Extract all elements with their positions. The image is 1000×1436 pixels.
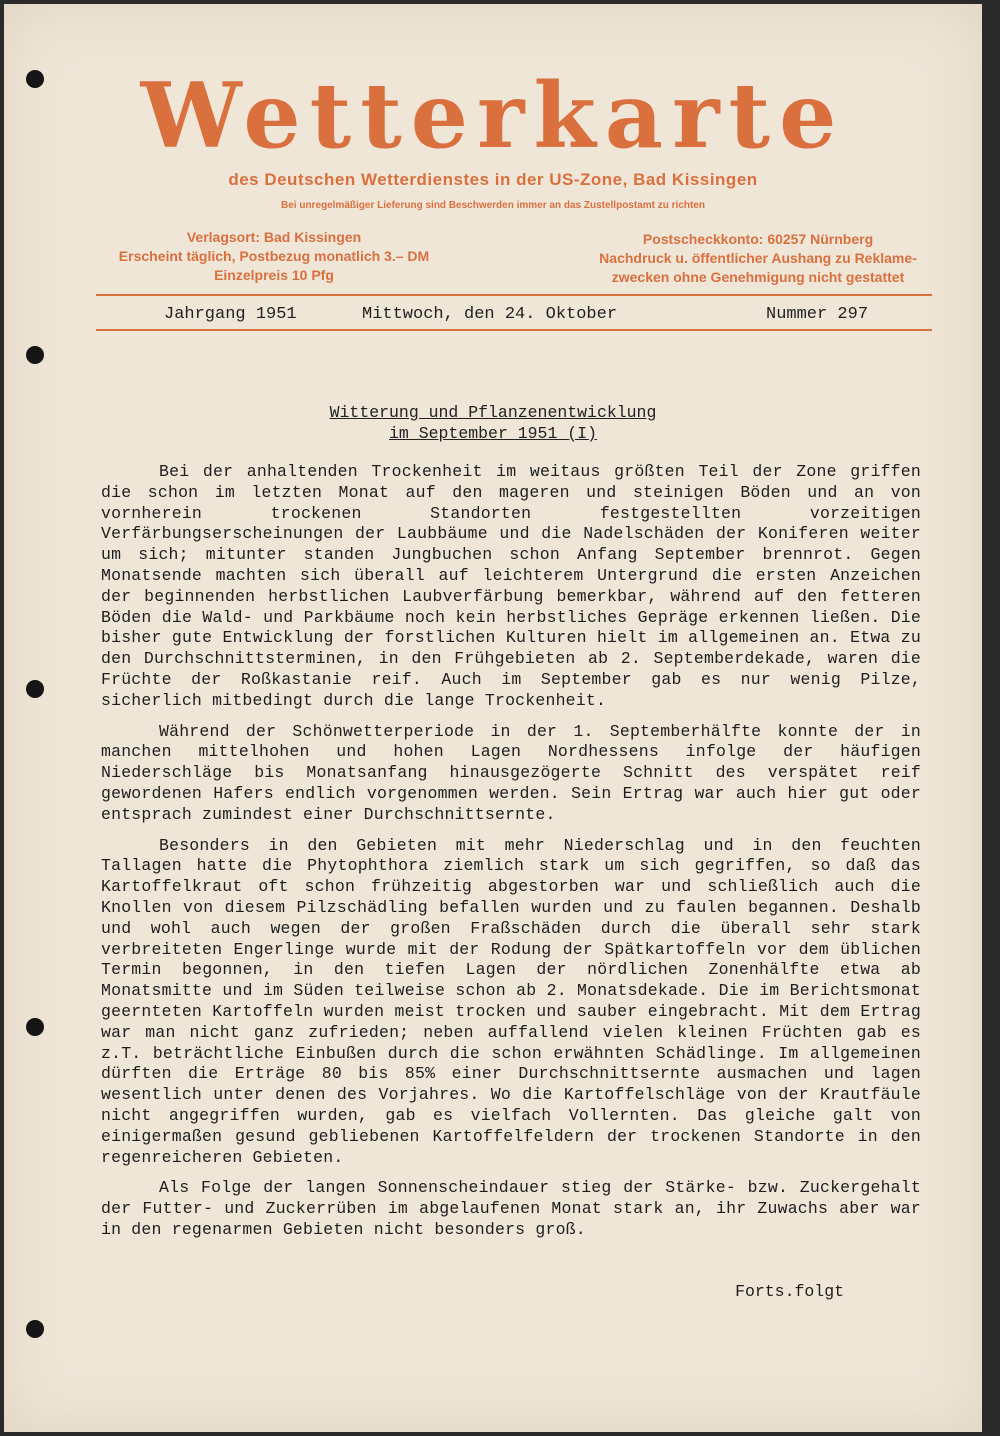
masthead-title: Wetterkarte [140, 63, 846, 169]
issue-line [96, 303, 932, 329]
newspaper-page [4, 4, 982, 1432]
delivery-notice: Bei unregelmäßiger Lieferung sind Beschwerden immer an das Zustellpostamt zu richten [281, 200, 705, 211]
header-rule-bottom [96, 329, 932, 331]
article-paragraph: Als Folge der langen Sonnenscheindauer stieg der Stärke- bzw. Zuckergehalt der Futter- und Zuckerrüben im abgelaufenen Monat stark an, ihr Zuwachs aber war in den regenarmen Gebieten nicht besonders groß. [101, 1178, 921, 1239]
issue-date: Mittwoch, den 24. Oktober [362, 305, 618, 324]
publisher-place: Verlagsort: Bad Kissingen [186, 229, 362, 245]
article-title-line-2: im September 1951 (I) [389, 424, 597, 443]
masthead-subtitle: des Deutschen Wetterdienstes in der US-Zone, Bad Kissingen [228, 170, 758, 189]
publisher-subscription: Erscheint täglich, Postbezug monatlich 3.– DM [118, 248, 430, 264]
article-paragraph: Bei der anhaltenden Trockenheit im weitaus größten Teil der Zone griffen die schon im letzten Monat auf den mageren und steinigen Böden und an von vornherein trockenen Standorten festgestellten vorzeitigen Verfärbungserscheinungen der Laubbäume und die Nadelschäden der Koniferen weiter um sich; mitunter standen Jungbuchen schon Anfang September brennrot. Gegen Monatsende machten sich überall auf leichterem Untergrund die ersten Anzeichen der beginnenden herbstlichen Laubverfärbung bemerkbar, während auf den fetteren Böden die Wald- und Parkbäume noch kein herbstliches Gepräge erkennen ließen. Die bisher gute Entwicklung der forstlichen Kulturen hielt im allgemeinen an. Etwa zu den Durchschnittsterminen, in den Frühgebieten ab 2. Septemberdekade, waren die Früchte der Roßkastanie reif. Auch im September gab es nur wenig Pilze, sicherlich mitbedingt durch die lange Trockenheit. [101, 462, 921, 710]
punch-hole [26, 1320, 44, 1338]
postal-account: Postscheckkonto: 60257 Nürnberg [642, 231, 874, 247]
reprint-notice-2: zwecken ohne Genehmigung nicht gestattet [611, 269, 905, 285]
article-title-line-1: Witterung und Pflanzenentwicklung [329, 403, 657, 422]
punch-hole [26, 346, 44, 364]
article-paragraph: Besonders in den Gebieten mit mehr Niederschlag und in den feuchten Tallagen hatte die Phytophthora ziemlich stark um sich gegriffen, so daß das Kartoffelkraut oft schon frühzeitig abgestorben war und schließlich auch die Knollen von diesem Pilzschädling befallen wurden und zu faulen begannen. Deshalb und wohl auch wegen der großen Fraßschäden durch die überall sehr stark verbreiteten Engerlinge wurde mit der Rodung der Spätkartoffeln vor dem üblichen Termin begonnen, in den tiefen Lagen der nördlichen Zonenhälfte etwa ab Monatsmitte und im Süden teilweise schon ab 2. Monatsdekade. Die im Berichtsmonat geernteten Kartoffeln wurden meist trocken und sauber eingebracht. Mit dem Ertrag war man nicht ganz zufrieden; neben auffallend vielen kleinen Früchten gab es z.T. beträchtliche Einbußen durch die schon erwähnten Schädlinge. Im allgemeinen dürften die Erträge 80 bis 85% einer Durchschnittsernte ausmachen und lagen wesentlich unter denen des Vorjahres. Wo die Kartoffelschläge von der Krautfäule nicht angegriffen wurden, gab es vielfach Vollernten. Das gleiche galt von einigermaßen gesund gebliebenen Kartoffelfeldern der trockenen Standorte in den regenreicheren Gebieten. [101, 835, 921, 1167]
article-paragraph: Während der Schönwetterperiode in der 1. Septemberhälfte konnte der in manchen mittelhohen und hohen Lagen Nordhessens infolge der häufigen Niederschläge bis Monatsanfang hinausgezögerte Schnitt des verspätet reif gewordenen Hafers endlich vorgenommen werden. Sein Ertrag war auch hier gut oder entsprach zumindest einer Durchschnittsernte. [101, 721, 921, 824]
publisher-info-right [588, 230, 928, 287]
reprint-notice-1: Nachdruck u. öffentlicher Aushang zu Reklame- [599, 250, 917, 266]
publisher-info-left [109, 228, 439, 285]
issue-number: Nummer 297 [766, 305, 869, 324]
continuation-note: Forts.folgt [735, 1282, 844, 1301]
article-body [101, 462, 921, 1251]
header-rule-top [96, 294, 932, 296]
article-title [4, 402, 982, 444]
issue-volume: Jahrgang 1951 [164, 305, 297, 324]
publisher-price: Einzelpreis 10 Pfg [214, 267, 334, 283]
punch-hole [26, 680, 44, 698]
punch-hole [26, 1018, 44, 1036]
